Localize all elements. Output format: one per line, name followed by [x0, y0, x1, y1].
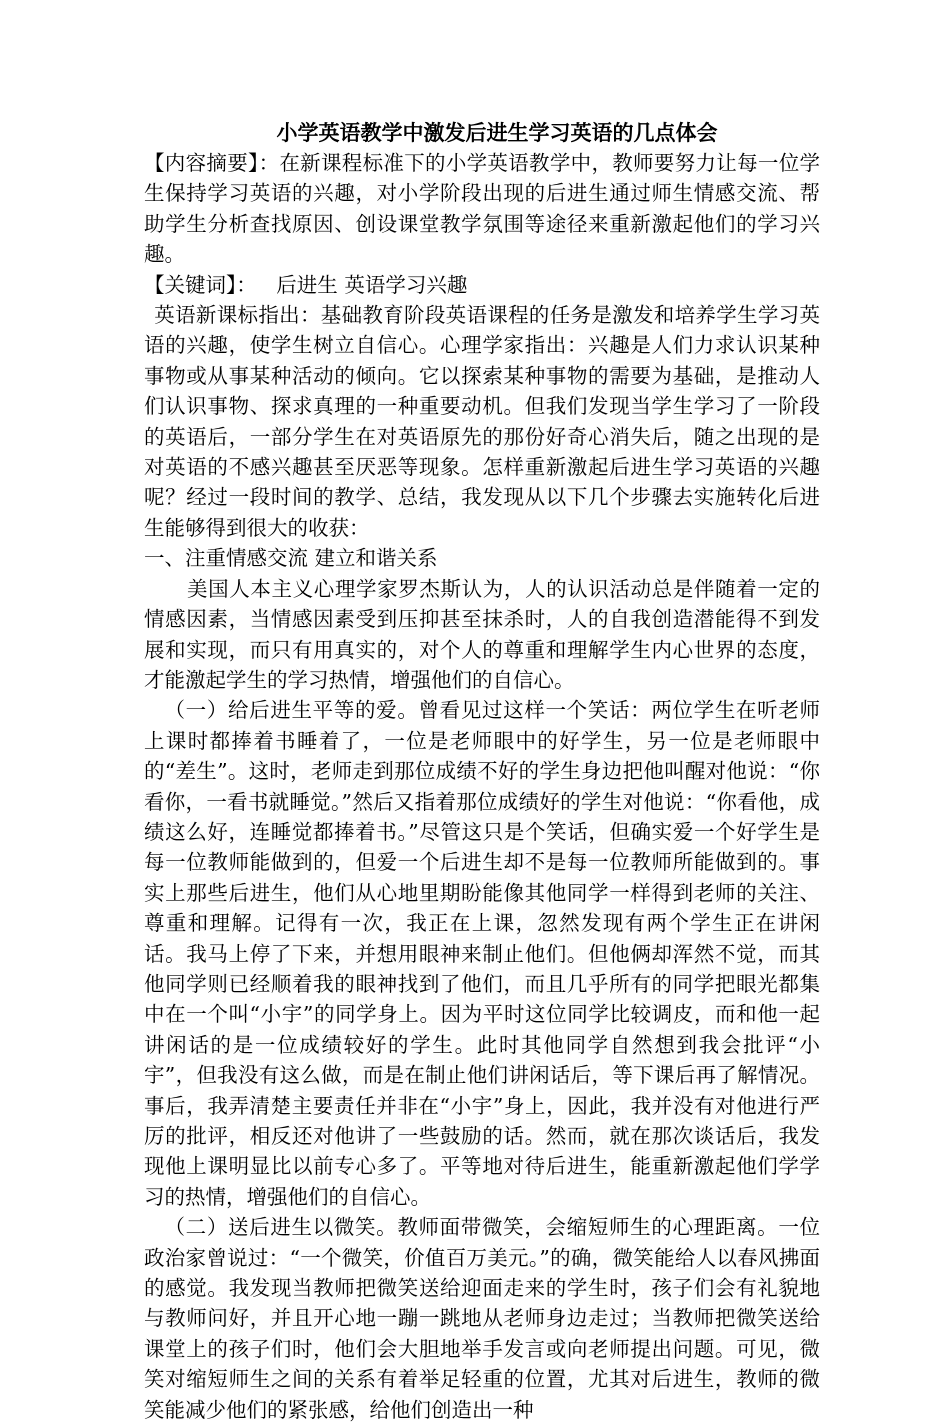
- document-title: 小学英语教学中激发后进生学习英语的几点体会: [276, 120, 718, 145]
- intro-paragraph: 英语新课标指出：基础教育阶段英语课程的任务是激发和培养学生学习英语的兴趣，使学生树立自信心。心理学家指出：兴趣是人们力求认识某种事物或从事某种活动的倾向。它以探索某种事物的需要为基础，是推动人们认识事物、探求真理的一种重要动机。但我们发现当学生学习了一阶段的英语后，一部分学生在对英语原先的那份好奇心消失后，随之出现的是对英语的不感兴趣甚至厌恶等现象。怎样重新激起后进生学习英语的兴趣呢？经过一段时间的教学、总结，我发现从以下几个步骤去实施转化后进生能够得到很大的收获：: [144, 303, 820, 540]
- keywords-line: 【关键词】： 后进生 英语学习兴趣: [144, 272, 468, 297]
- section-1-heading: 一、注重情感交流 建立和谐关系: [144, 546, 438, 571]
- abstract-paragraph: 【内容摘要】：在新课程标准下的小学英语教学中，教师要努力让每一位学生保持学习英语的兴趣，对小学阶段出现的后进生通过师生情感交流、帮助学生分析查找原因、创设课堂教学氛围等途径来重新激起他们的学习兴趣。: [144, 151, 820, 267]
- subsection-2-paragraph: （二）送后进生以微笑。教师面带微笑，会缩短师生的心理距离。一位政治家曾说过：“一个微笑，价值百万美元。”的确，微笑能给人以春风拂面的感觉。我发现当教师把微笑送给迎面走来的学生时，孩子们会有礼貌地与教师问好，并且开心地一蹦一跳地从老师身边走过；当教师把微笑送给课堂上的孩子们时，他们会大胆地举手发言或向老师提出问题。可见，微笑对缩短师生之间的关系有着举足轻重的位置，尤其对后进生，教师的微笑能减少他们的紧张感，给他们创造出一种: [144, 1215, 820, 1422]
- subsection-1-paragraph: （一）给后进生平等的爱。曾看见过这样一个笑话：两位学生在听老师上课时都捧着书睡着了，一位是老师眼中的好学生，另一位是老师眼中的“差生”。这时，老师走到那位成绩不好的学生身边把他叫醒对他说：“你看你，一看书就睡觉。”然后又指着那位成绩好的学生对他说：“你看他，成绩这么好，连睡觉都捧着书。”尽管这只是个笑话，但确实爱一个好学生是每一位教师能做到的，但爱一个后进生却不是每一位教师所能做到的。事实上那些后进生，他们从心地里期盼能像其他同学一样得到老师的关注、尊重和理解。记得有一次，我正在上课，忽然发现有两个学生正在讲闲话。我马上停了下来，并想用眼神来制止他们。但他俩却浑然不觉，而其他同学则已经顺着我的眼神找到了他们，而且几乎所有的同学把眼光都集中在一个叫“小宇”的同学身上。因为平时这位同学比较调皮，而和他一起讲闲话的是一位成绩较好的学生。此时其他同学自然想到我会批评“小宇”，但我没有这么做，而是在制止他们讲闲话后，等下课后再了解情况。事后，我弄清楚主要责任并非在“小宇”身上，因此，我并没有对他进行严厉的批评，相反还对他讲了一些鼓励的话。然而，就在那次谈话后，我发现他上课明显比以前专心多了。平等地对待后进生，能重新激起他们学学习的热情，增强他们的自信心。: [144, 698, 820, 1209]
- section-1-paragraph: 美国人本主义心理学家罗杰斯认为，人的认识活动总是伴随着一定的情感因素，当情感因素受到压抑甚至抹杀时，人的自我创造潜能得不到发展和实现，而只有用真实的，对个人的尊重和理解学生内心世界的态度，才能激起学生的学习热情，增强他们的自信心。: [144, 576, 820, 692]
- document-page: [144, 118, 820, 1425]
